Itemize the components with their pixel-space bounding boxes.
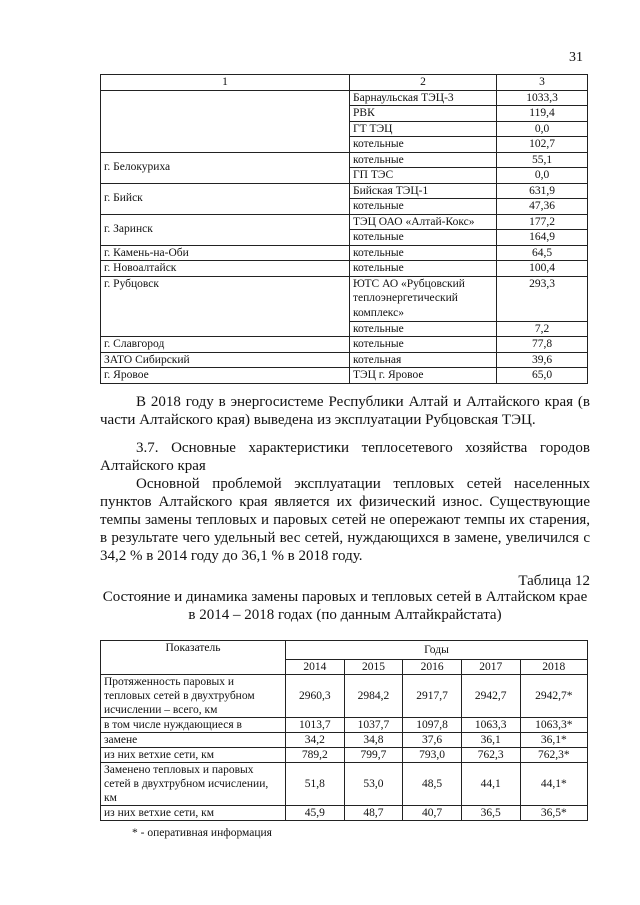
table-row [101,763,588,806]
value-cell: 1063,3* [520,718,587,733]
value-cell: 2984,2 [344,675,403,718]
row-label: замене [101,733,286,748]
table-row [101,183,588,199]
source-cell: котельные [350,321,497,337]
value-cell: 762,3 [461,748,520,763]
source-cell: ТЭЦ ОАО «Алтай-Кокс» [350,214,497,230]
section-heading: 3.7. Основные характеристики теплосетевого хозяйства городов Алтайского края [100,440,590,474]
row-label: из них ветхие сети, км [101,748,286,763]
table-caption: Состояние и динамика замены паровых и тепловых сетей в Алтайском крае в 2014 – 2018 годах (по данным Алтайкрайстата) [102,589,588,623]
city-cell: г. Заринск [101,214,350,245]
source-cell: Бийская ТЭЦ-1 [350,183,497,199]
header-cell: 1 [101,75,350,91]
table-header-row [101,641,588,660]
year-cell: 2016 [403,660,462,675]
value-cell: 48,7 [344,806,403,821]
table-header-row [101,75,588,91]
city-cell: г. Яровое [101,368,350,384]
city-cell: ЗАТО Сибирский [101,352,350,368]
value-cell: 7,2 [497,321,588,337]
source-cell: РВК [350,106,497,122]
value-cell: 44,1* [520,763,587,806]
value-cell: 2917,7 [403,675,462,718]
value-cell: 2960,3 [286,675,345,718]
value-cell: 65,0 [497,368,588,384]
value-cell: 789,2 [286,748,345,763]
value-cell: 2942,7 [461,675,520,718]
value-cell: 164,9 [497,230,588,246]
source-cell: котельные [350,261,497,277]
table-row [101,245,588,261]
header-cell: 3 [497,75,588,91]
value-cell: 0,0 [497,168,588,184]
source-cell: Барнаульская ТЭЦ-3 [350,90,497,106]
city-cell: г. Белокуриха [101,152,350,183]
row-label: Заменено тепловых и паровых сетей в двухтрубном исчислении, км [101,763,286,806]
value-cell: 64,5 [497,245,588,261]
value-cell: 44,1 [461,763,520,806]
source-cell: ГТ ТЭЦ [350,121,497,137]
value-cell: 100,4 [497,261,588,277]
source-cell: котельные [350,152,497,168]
footnote: * - оперативная информация [132,827,272,839]
value-cell: 39,6 [497,352,588,368]
heat-sources-table [100,74,588,384]
value-cell: 1037,7 [344,718,403,733]
table-row [101,368,588,384]
source-cell: котельные [350,337,497,353]
value-cell: 793,0 [403,748,462,763]
table-row [101,748,588,763]
value-cell: 0,0 [497,121,588,137]
paragraph-network-wear: Основной проблемой эксплуатации тепловых сетей населенных пунктов Алтайского края является их физический износ. Существующие темпы замены тепловых и паровых сетей не опережают темпы их старения, в результате чего удельный вес сетей, нуждающихся в замене, увеличился с 34,2 % в 2014 году до 36,1 % в 2018 году. [100,476,590,564]
city-cell: г. Бийск [101,183,350,214]
value-cell: 36,1 [461,733,520,748]
value-cell: 762,3* [520,748,587,763]
value-cell: 36,5* [520,806,587,821]
source-cell: ГП ТЭС [350,168,497,184]
row-label: в том числе нуждающиеся в [101,718,286,733]
value-cell: 36,5 [461,806,520,821]
source-cell: котельные [350,245,497,261]
source-cell: котельные [350,230,497,246]
header-years: Годы [286,641,588,660]
value-cell: 1013,7 [286,718,345,733]
value-cell: 799,7 [344,748,403,763]
table-row [101,718,588,733]
table-row [101,806,588,821]
value-cell: 119,4 [497,106,588,122]
table-label: Таблица 12 [518,573,590,589]
city-cell: г. Новоалтайск [101,261,350,277]
table-row [101,276,588,321]
value-cell: 34,8 [344,733,403,748]
value-cell: 37,6 [403,733,462,748]
year-cell: 2018 [520,660,587,675]
value-cell: 77,8 [497,337,588,353]
value-cell: 293,3 [497,276,588,321]
row-label: из них ветхие сети, км [101,806,286,821]
table-row [101,733,588,748]
table-row [101,675,588,718]
value-cell: 631,9 [497,183,588,199]
value-cell: 1033,3 [497,90,588,106]
value-cell: 177,2 [497,214,588,230]
value-cell: 1063,3 [461,718,520,733]
year-cell: 2017 [461,660,520,675]
value-cell: 51,8 [286,763,345,806]
value-cell: 102,7 [497,137,588,153]
city-cell: г. Камень-на-Оби [101,245,350,261]
paragraph-tec-decommission: В 2018 году в энергосистеме Республики Алтай и Алтайского края (в части Алтайского края) выведена из эксплуатации Рубцовская ТЭЦ. [100,394,590,428]
table-row [101,337,588,353]
value-cell: 40,7 [403,806,462,821]
value-cell: 55,1 [497,152,588,168]
year-cell: 2014 [286,660,345,675]
value-cell: 34,2 [286,733,345,748]
network-replacement-table [100,640,588,821]
city-cell [101,90,350,152]
source-cell: ТЭЦ г. Яровое [350,368,497,384]
source-cell: котельная [350,352,497,368]
value-cell: 36,1* [520,733,587,748]
value-cell: 2942,7* [520,675,587,718]
page-number: 31 [569,50,583,65]
table-row [101,261,588,277]
table-row [101,152,588,168]
city-cell: г. Рубцовск [101,276,350,337]
table-row [101,214,588,230]
value-cell: 47,36 [497,199,588,215]
source-cell: котельные [350,137,497,153]
value-cell: 48,5 [403,763,462,806]
header-cell: 2 [350,75,497,91]
value-cell: 1097,8 [403,718,462,733]
row-label: Протяженность паровых и тепловых сетей в двухтрубном исчислении – всего, км [101,675,286,718]
city-cell: г. Славгород [101,337,350,353]
source-cell: ЮТС АО «Рубцовский теплоэнергетический комплекс» [350,276,497,321]
table-row [101,352,588,368]
table-row [101,90,588,106]
source-cell: котельные [350,199,497,215]
year-cell: 2015 [344,660,403,675]
value-cell: 45,9 [286,806,345,821]
value-cell: 53,0 [344,763,403,806]
header-indicator: Показатель [101,641,286,675]
